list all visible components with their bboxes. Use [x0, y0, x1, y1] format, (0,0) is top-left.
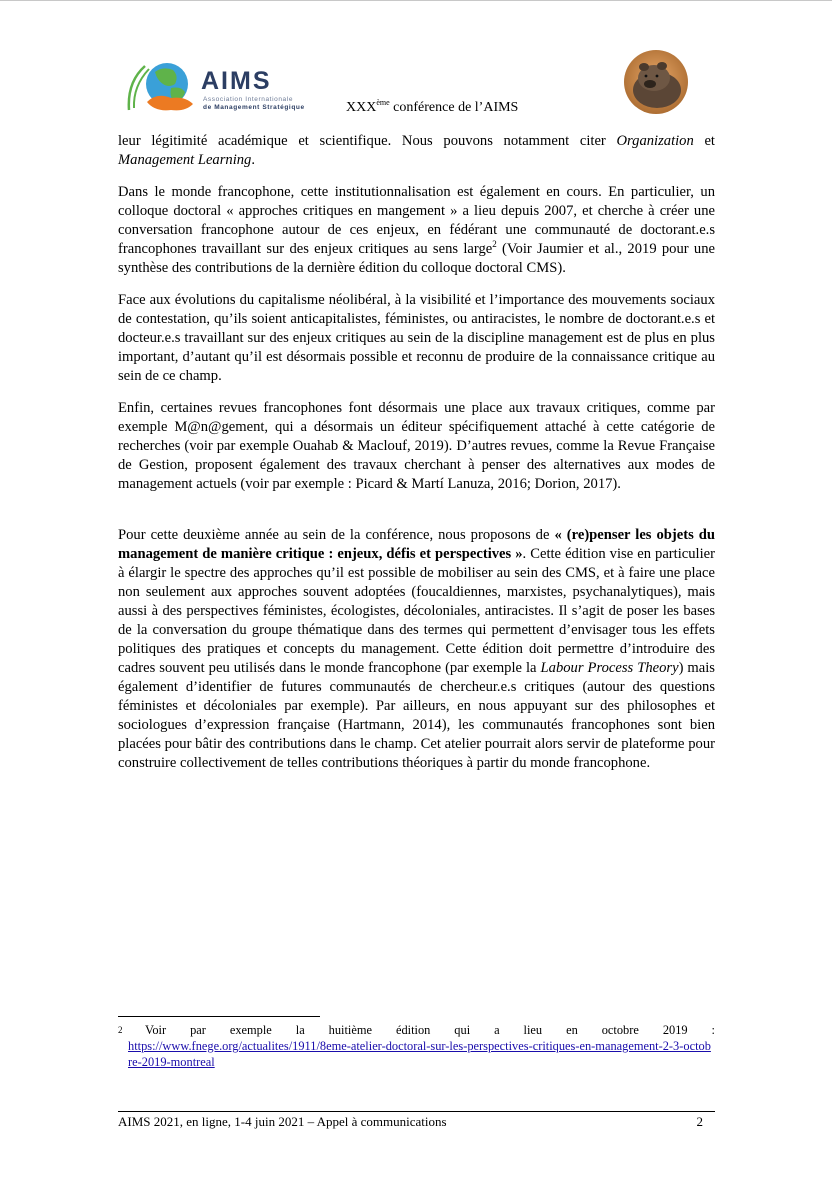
page-number: 2 — [696, 1114, 703, 1129]
logo-subtitle — [203, 96, 305, 112]
conference-title: XXXème conférence de l’AIMS — [346, 98, 519, 115]
paragraph-3: Face aux évolutions du capitalisme néolibéral, à la visibilité et l’importance des mouvements sociaux de contestation, qu’ils soient anticapitalistes, féministes, ou antiracistes, le nombre de doctorant.e.s et docteur.e.s travaillant sur des enjeux critiques au sein de la discipline management est de plus en plus important, d’autant qu’il est désormais possible et reconnu de produire de la connaissance critique au sein de ce champ. — [118, 292, 715, 384]
footnote-link[interactable]: https://www.fnege.org/actualites/1911/8eme-atelier-doctoral-sur-les-perspectives-critiques-en-management-2-3-octobre-2019-montreal — [128, 1039, 711, 1069]
footer-text: AIMS 2021, en ligne, 1-4 juin 2021 – Appel à communications — [118, 1114, 447, 1129]
aims-logo — [127, 58, 317, 114]
footer-separator — [118, 1111, 715, 1112]
globe-logo-icon — [127, 58, 197, 114]
logo-subtitle-line2: de Management Stratégique — [203, 104, 305, 111]
footnote-separator — [118, 1016, 320, 1017]
paragraph-4: Enfin, certaines revues francophones font désormais une place aux travaux critiques, comme par exemple M@n@gement, qui a désormais un éditeur spécifiquement attaché à cette catégorie de recherches (voir par exemple Ouahab & Maclouf, 2019). D’autres revues, comme la Revue Française de Gestion, proposent également des travaux cherchant à penser des alternatives aux modes de management actuels (voir par exemple : Picard & Martí Lanuza, 2016; Dorion, 2017). — [118, 400, 715, 492]
paragraph-2: Dans le monde francophone, cette institutionnalisation est également en cours. En particulier, un colloque doctoral « approches critiques en mangement » a lieu depuis 2007, et cherche à créer une conversation francophone autour de ces enjeux, en fédérant une communauté de doctorant.e.s francophones travaillant sur des enjeux critiques au sens large$^2$ (Voir Jaumier et al., 2019 pour une synthèse des contributions de la dernière édition du colloque doctoral CMS). — [118, 184, 715, 276]
page-header — [0, 0, 832, 130]
footnote-number: 2 — [118, 1025, 123, 1035]
logo-subtitle-line1: Association Internationale — [203, 96, 294, 103]
logo-wordmark: AIMS — [201, 67, 272, 95]
paragraph-1: leur légitimité académique et scientifique. Nous pouvons notamment citer Organization et Management Learning. — [118, 133, 715, 168]
paragraph-5: Pour cette deuxième année au sein de la conférence, nous proposons de « (re)penser les objets du management de manière critique : enjeux, défis et perspectives ». Cette édition vise en particulier à élargir le spectre des approches qu’il est possible de mobiliser au sein des CMS, et à faire une place non seulement aux approches souvent adoptées (foucaldiennes, marxistes, psychanalytiques), mais aussi à des perspectives féministes, écologistes, décoloniales, antiracistes. Il s’agit de poser les bases de la conversation du groupe thématique dans des termes qui permettent d’envisager tous les effets politiques des pratiques et concepts du management. Cette édition doit permettre d’introduire des cadres souvent peu utilisés dans le monde francophone (par exemple la Labour Process Theory) mais également d’identifier de futures communautés de chercheur.e.s critiques (autour des questions féministes et décoloniales par exemple). Par ailleurs, en nous appuyant sur des philosophes et sociologues d’expression française (Hartmann, 2014), les communautés francophones sont bien placées pour bâtir des contributions dans le champ. Cet atelier pourrait alors servir de plateforme pour construire collectivement de telles contributions théoriques à partir du monde francophone. — [118, 527, 715, 771]
footnote-reference: 2 — [492, 239, 497, 249]
wombat-photo-icon — [624, 50, 688, 114]
document-body — [118, 132, 715, 786]
footnote-text: Voir par exemple la huitième édition qui a lieu en octobre 2019 : — [145, 1023, 715, 1037]
footnote — [118, 1022, 715, 1070]
